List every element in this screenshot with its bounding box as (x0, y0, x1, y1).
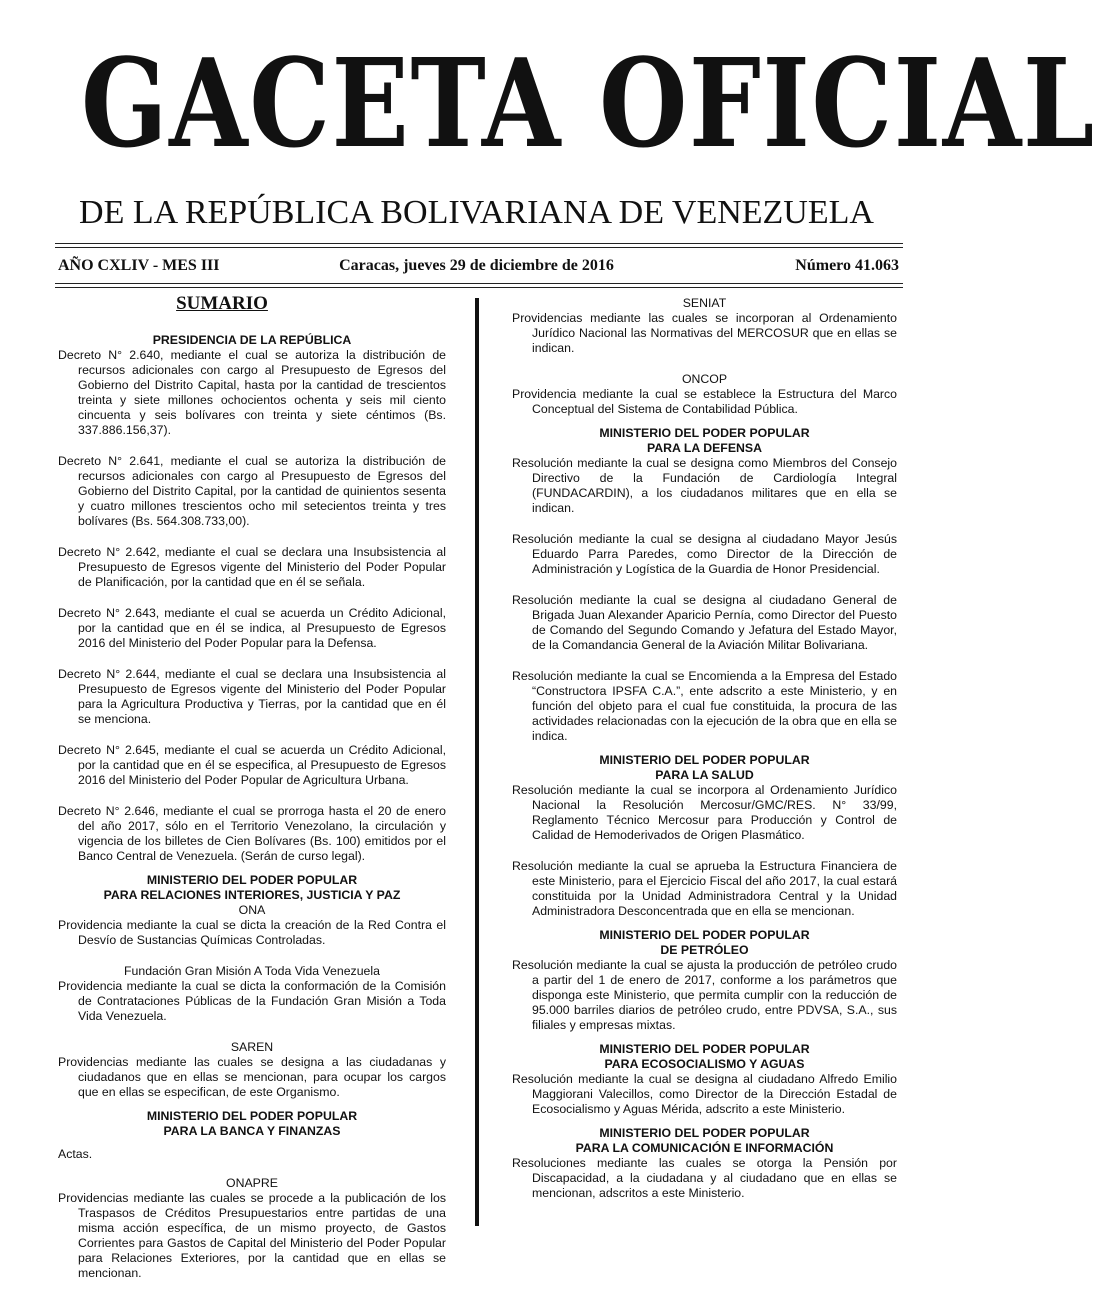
summary-entry: Providencias mediante las cuales se designa a las ciudadanas y ciudadanos que en ellas se mencionan, para ocupar los cargos que en ellas se especifican, de este Organismo. (58, 1055, 446, 1099)
section-interiores (58, 873, 446, 1100)
summary-entry: Decreto N° 2.645, mediante el cual se acuerda un Crédito Adicional, por la cantidad que en él se especifica, al Presupuesto de Egresos 2016 del Ministerio del Poder Popular de Agricultura Urbana. (58, 743, 446, 787)
summary-entry: Resolución mediante la cual se designa al ciudadano Alfredo Emilio Maggiorani Valecillos, como Director de la Dirección Estadal de Ecosocialismo y Aguas Mérida, adscrito a este Ministerio. (512, 1072, 897, 1116)
sumario-title: SUMARIO (176, 293, 268, 314)
section-banca (58, 1109, 446, 1281)
section-heading: PARA LA COMUNICACIÓN E INFORMACIÓN (575, 1141, 834, 1155)
summary-entry: Resoluciones mediante las cuales se otorga la Pensión por Discapacidad, a la ciudadana y al ciudadano que en ellas se mencionan, adscritos a este Ministerio. (512, 1156, 897, 1200)
summary-entry: Resolución mediante la cual se aprueba la Estructura Financiera de este Ministerio, para el Ejercicio Fiscal del año 2017, la cual estará constituida por la Unidad Administradora Central y la Unidad Administradora Desconcentrada que en ella se mencionan. (512, 859, 897, 918)
section-heading: MINISTERIO DEL PODER POPULAR (599, 1126, 810, 1140)
summary-entry: Resolución mediante la cual se Encomienda a la Empresa del Estado “Constructora IPSFA C.A.”, ente adscrito a este Ministerio, y en función del objeto para el cual fue constituida, la procura de las actividades relacionadas con la ejecución de la obra que en ella se indica. (512, 669, 897, 743)
agency-label: SAREN (230, 1040, 274, 1054)
masthead (0, 0, 1096, 250)
issue-date: Caracas, jueves 29 de diciembre de 2016 (339, 257, 614, 274)
section-defensa (512, 426, 897, 744)
summary-entry: Providencias mediante las cuales se procede a la publicación de los Traspasos de Créditos Presupuestarios entre partidas de una misma acción específica, de un mismo proyecto, de Gastos Corrientes para Gastos de Capital del Ministerio del Poder Popular para Relaciones Exteriores, por la cantidad que en ellas se mencionan. (58, 1191, 446, 1280)
section-heading: PARA ECOSOCIALISMO Y AGUAS (604, 1057, 805, 1071)
agency-label: SENIAT (682, 296, 727, 310)
agency-label: ONAPRE (226, 1176, 278, 1190)
summary-entry: Decreto N° 2.642, mediante el cual se declara una Insubsistencia al Presupuesto de Egresos vigente del Ministerio del Poder Popular de Planificación, por la cantidad que en él se señala. (58, 545, 446, 589)
header-rule-top-inner (55, 247, 903, 248)
section-heading: PARA LA BANCA Y FINANZAS (163, 1124, 341, 1138)
section-heading: MINISTERIO DEL PODER POPULAR (146, 1109, 358, 1123)
section-heading: MINISTERIO DEL PODER POPULAR (599, 753, 810, 767)
section-heading: PARA LA DEFENSA (646, 441, 762, 455)
summary-entry: Providencia mediante la cual se dicta la creación de la Red Contra el Desvío de Sustancias Químicas Controladas. (58, 918, 446, 947)
summary-entry: Decreto N° 2.643, mediante el cual se acuerda un Crédito Adicional, por la cantidad que en él se indica, al Presupuesto de Egresos 2016 del Ministerio del Poder Popular para la Defensa. (58, 606, 446, 650)
section-oncop (512, 372, 897, 417)
section-comunicacion (512, 1126, 897, 1201)
summary-entry: Resolución mediante la cual se designa al ciudadano General de Brigada Juan Alexander Aparicio Pernía, como Director del Puesto de Comando del Segundo Comando y Jefatura del Estado Mayor, de la Comandancia General de la Aviación Militar Bolivariana. (512, 593, 897, 652)
section-heading: MINISTERIO DEL PODER POPULAR (146, 873, 358, 887)
section-petroleo (512, 928, 897, 1033)
masthead-subtitle: DE LA REPÚBLICA BOLIVARIANA DE VENEZUELA (79, 194, 874, 231)
column-divider (475, 298, 479, 1226)
summary-entry: Providencia mediante la cual se dicta la conformación de la Comisión de Contrataciones Públicas de la Fundación Gran Misión a Toda Vida Venezuela. (58, 979, 446, 1023)
summary-entry: Actas. (58, 1147, 93, 1161)
summary-entry: Decreto N° 2.646, mediante el cual se prorroga hasta el 20 de enero del año 2017, sólo en el Territorio Venezolano, la circulación y vigencia de los billetes de Cien Bolívares (Bs. 100) emitidos por el Banco Central de Venezuela. (Serán de curso legal). (58, 804, 446, 863)
section-salud (512, 753, 897, 919)
section-heading: DE PETRÓLEO (660, 943, 749, 957)
section-heading: MINISTERIO DEL PODER POPULAR (599, 1042, 810, 1056)
section-seniat (512, 296, 897, 356)
summary-entry: Resolución mediante la cual se designa al ciudadano Mayor Jesús Eduardo Parra Paredes, como Director de la Dirección de Administración y Logística de la Guardia de Honor Presidencial. (512, 532, 897, 576)
section-heading: MINISTERIO DEL PODER POPULAR (599, 426, 810, 440)
section-heading: PARA RELACIONES INTERIORES, JUSTICIA Y PAZ (103, 888, 401, 902)
section-heading: MINISTERIO DEL PODER POPULAR (599, 928, 810, 942)
summary-entry: Providencias mediante las cuales se incorporan al Ordenamiento Jurídico Nacional las Normativas del MERCOSUR que en ellas se indican. (512, 311, 897, 355)
summary-entry: Providencia mediante la cual se establece la Estructura del Marco Conceptual del Sistema de Contabilidad Pública. (512, 387, 897, 416)
masthead-title: GACETA OFICIAL (81, 31, 1096, 175)
section-heading: PARA LA SALUD (655, 768, 754, 782)
section-presidencia (58, 333, 446, 864)
summary-left-column (58, 293, 446, 1297)
agency-label: ONA (238, 903, 266, 917)
agency-label: Fundación Gran Misión A Toda Vida Venezuela (124, 964, 380, 978)
summary-entry: Decreto N° 2.644, mediante el cual se declara una Insubsistencia al Presupuesto de Egresos vigente del Ministerio del Poder Popular para la Agricultura Productiva y Tierras, por la cantidad que en él se menciona. (58, 667, 446, 726)
section-ecosocialismo (512, 1042, 897, 1117)
summary-entry: Resolución mediante la cual se designa como Miembros del Consejo Directivo de la Fundación de Cardiología Integral (FUNDACARDIN), a los ciudadanos militares que en ella se indican. (512, 456, 897, 515)
agency-label: ONCOP (681, 372, 728, 386)
header-rule-bottom (55, 283, 903, 284)
summary-entry: Resolución mediante la cual se ajusta la producción de petróleo crudo a partir del 1 de enero de 2017, conforme a los parámetros que disponga este Ministerio, que permita cumplir con la reducción de 95.000 barriles diarios de petróleo crudo, entre PDVSA, S.A., sus filiales y empresas mixtas. (512, 958, 897, 1032)
issue-year-month: AÑO CXLIV - MES III (58, 257, 220, 274)
summary-entry: Resolución mediante la cual se incorpora al Ordenamiento Jurídico Nacional la Resolución Mercosur/GMC/RES. N° 33/99, Reglamento Técnico Mercosur para Producción y Control de Calidad de Hemoderivados de Origen Plasmático. (512, 783, 897, 842)
summary-entry: Decreto N° 2.641, mediante el cual se autoriza la distribución de recursos adicionales con cargo al Presupuesto de Egresos del Gobierno del Distrito Capital, por la cantidad de quinientos sesenta y cuatro millones trescientos ocho mil setecientos treinta y tres bolívares (Bs. 564.308.733,00). (58, 454, 446, 528)
issue-number: Número 41.063 (795, 257, 899, 274)
header-rule-bottom-inner (55, 287, 903, 288)
summary-right-column (512, 296, 897, 1210)
summary-entry: Decreto N° 2.640, mediante el cual se autoriza la distribución de recursos adicionales con cargo al Presupuesto de Egresos del Gobierno del Distrito Capital, hasta por la cantidad de trescientos treinta y siete millones ochocientos ochenta y seis mil ciento cincuenta y seis bolívares con treinta y siete céntimos (Bs. 337.886.156,37). (58, 348, 446, 437)
section-heading: PRESIDENCIA DE LA REPÚBLICA (152, 333, 352, 347)
header-rule-top (55, 243, 903, 244)
